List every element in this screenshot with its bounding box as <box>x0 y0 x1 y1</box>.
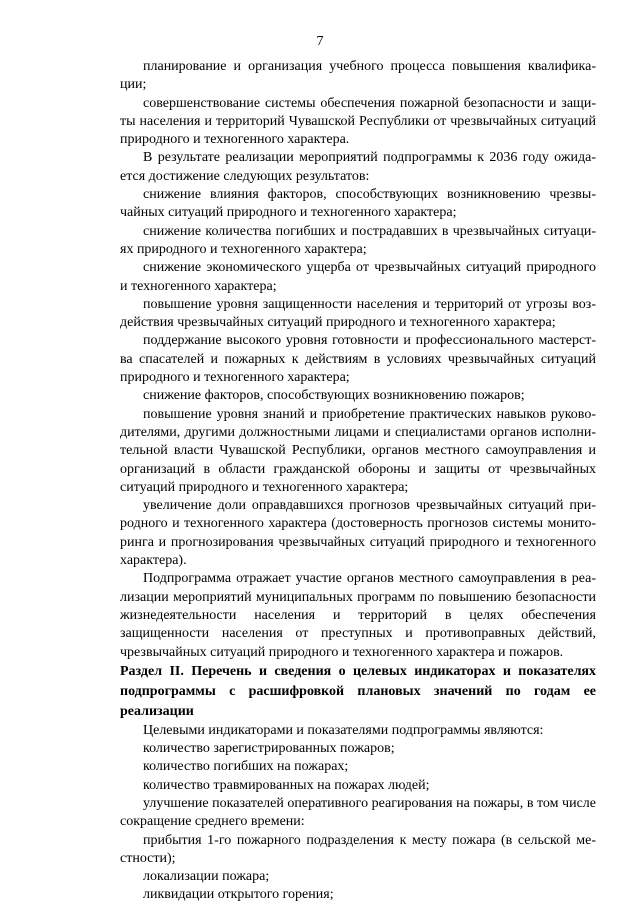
paragraph: Подпрограмма отражает участие органов местного самоуправления в реализации мероприятий муниципальных программ по повышению безопасности жизнедеятельности населения и территорий в целях обеспечения защищенности населения от преступных и противоправных действий, чрезвычайных ситуаций природного и техногенного характера и пожаров. <box>120 571 596 660</box>
section-heading: Раздел II. Перечень и сведения о целевых индикаторах и показателях подпрограммы с расшифровкой плановых значений по годам ее реализации <box>120 663 596 719</box>
paragraph: снижение факторов, способствующих возникновению пожаров; <box>143 388 525 404</box>
paragraph: количество погибших на пожарах; <box>143 759 349 775</box>
paragraph: снижение экономического ущерба от чрезвычайных ситуаций природного и техногенного характера; <box>120 260 596 294</box>
document-body <box>120 58 596 905</box>
paragraph: повышение уровня защищенности населения и территорий от угрозы воздействия чрезвычайных ситуаций природного и техногенного характера; <box>120 296 596 331</box>
paragraph: Целевыми индикаторами и показателями подпрограммы являются: <box>143 722 544 738</box>
paragraph: ликвидации открытого горения; <box>143 887 334 903</box>
paragraph: улучшение показателей оперативного реагирования на пожары, в том числе сокращение среднего времени: <box>120 795 596 830</box>
paragraph: повышение уровня знаний и приобретение практических навыков руководителями, другими должностными лицами и специалистами органов исполнительной власти Чувашской Республики, органов местного самоуправления и организаций в области гражданской обороны и защиты от чрезвычайных ситуаций природного и техногенного характера; <box>120 406 596 495</box>
paragraph: снижение влияния факторов, способствующих возникновению чрезвычайных ситуаций природного и техногенного характера; <box>120 187 596 221</box>
page-number: 7 <box>316 34 324 49</box>
paragraph: прибытия 1-го пожарного подразделения к месту пожара (в сельской местности); <box>120 832 596 866</box>
paragraph: поддержание высокого уровня готовности и профессионального мастерства спасателей и пожарных к действиям в условиях чрезвычайных ситуаций природного и техногенного характера; <box>120 333 596 386</box>
paragraph: В результате реализации мероприятий подпрограммы к 2036 году ожидается достижение следующих результатов: <box>120 150 596 184</box>
paragraph: локализации пожара; <box>143 869 270 885</box>
paragraph: количество зарегистрированных пожаров; <box>143 741 395 757</box>
paragraph: количество травмированных на пожарах людей; <box>143 777 430 793</box>
paragraph: увеличение доли оправдавшихся прогнозов чрезвычайных ситуаций природного и техногенного характера (достоверность прогнозов системы мониторинга и прогнозирования чрезвычайных ситуаций природного и техногенного характера). <box>120 498 596 569</box>
paragraph: снижение количества погибших и пострадавших в чрезвычайных ситуациях природного и техногенного характера; <box>120 223 596 257</box>
paragraph: планирование и организация учебного процесса повышения квалификации; <box>120 59 596 93</box>
paragraph: совершенствование системы обеспечения пожарной безопасности и защиты населения и территорий Чувашской Республики от чрезвычайных ситуаций природного и техногенного характера. <box>120 95 596 148</box>
